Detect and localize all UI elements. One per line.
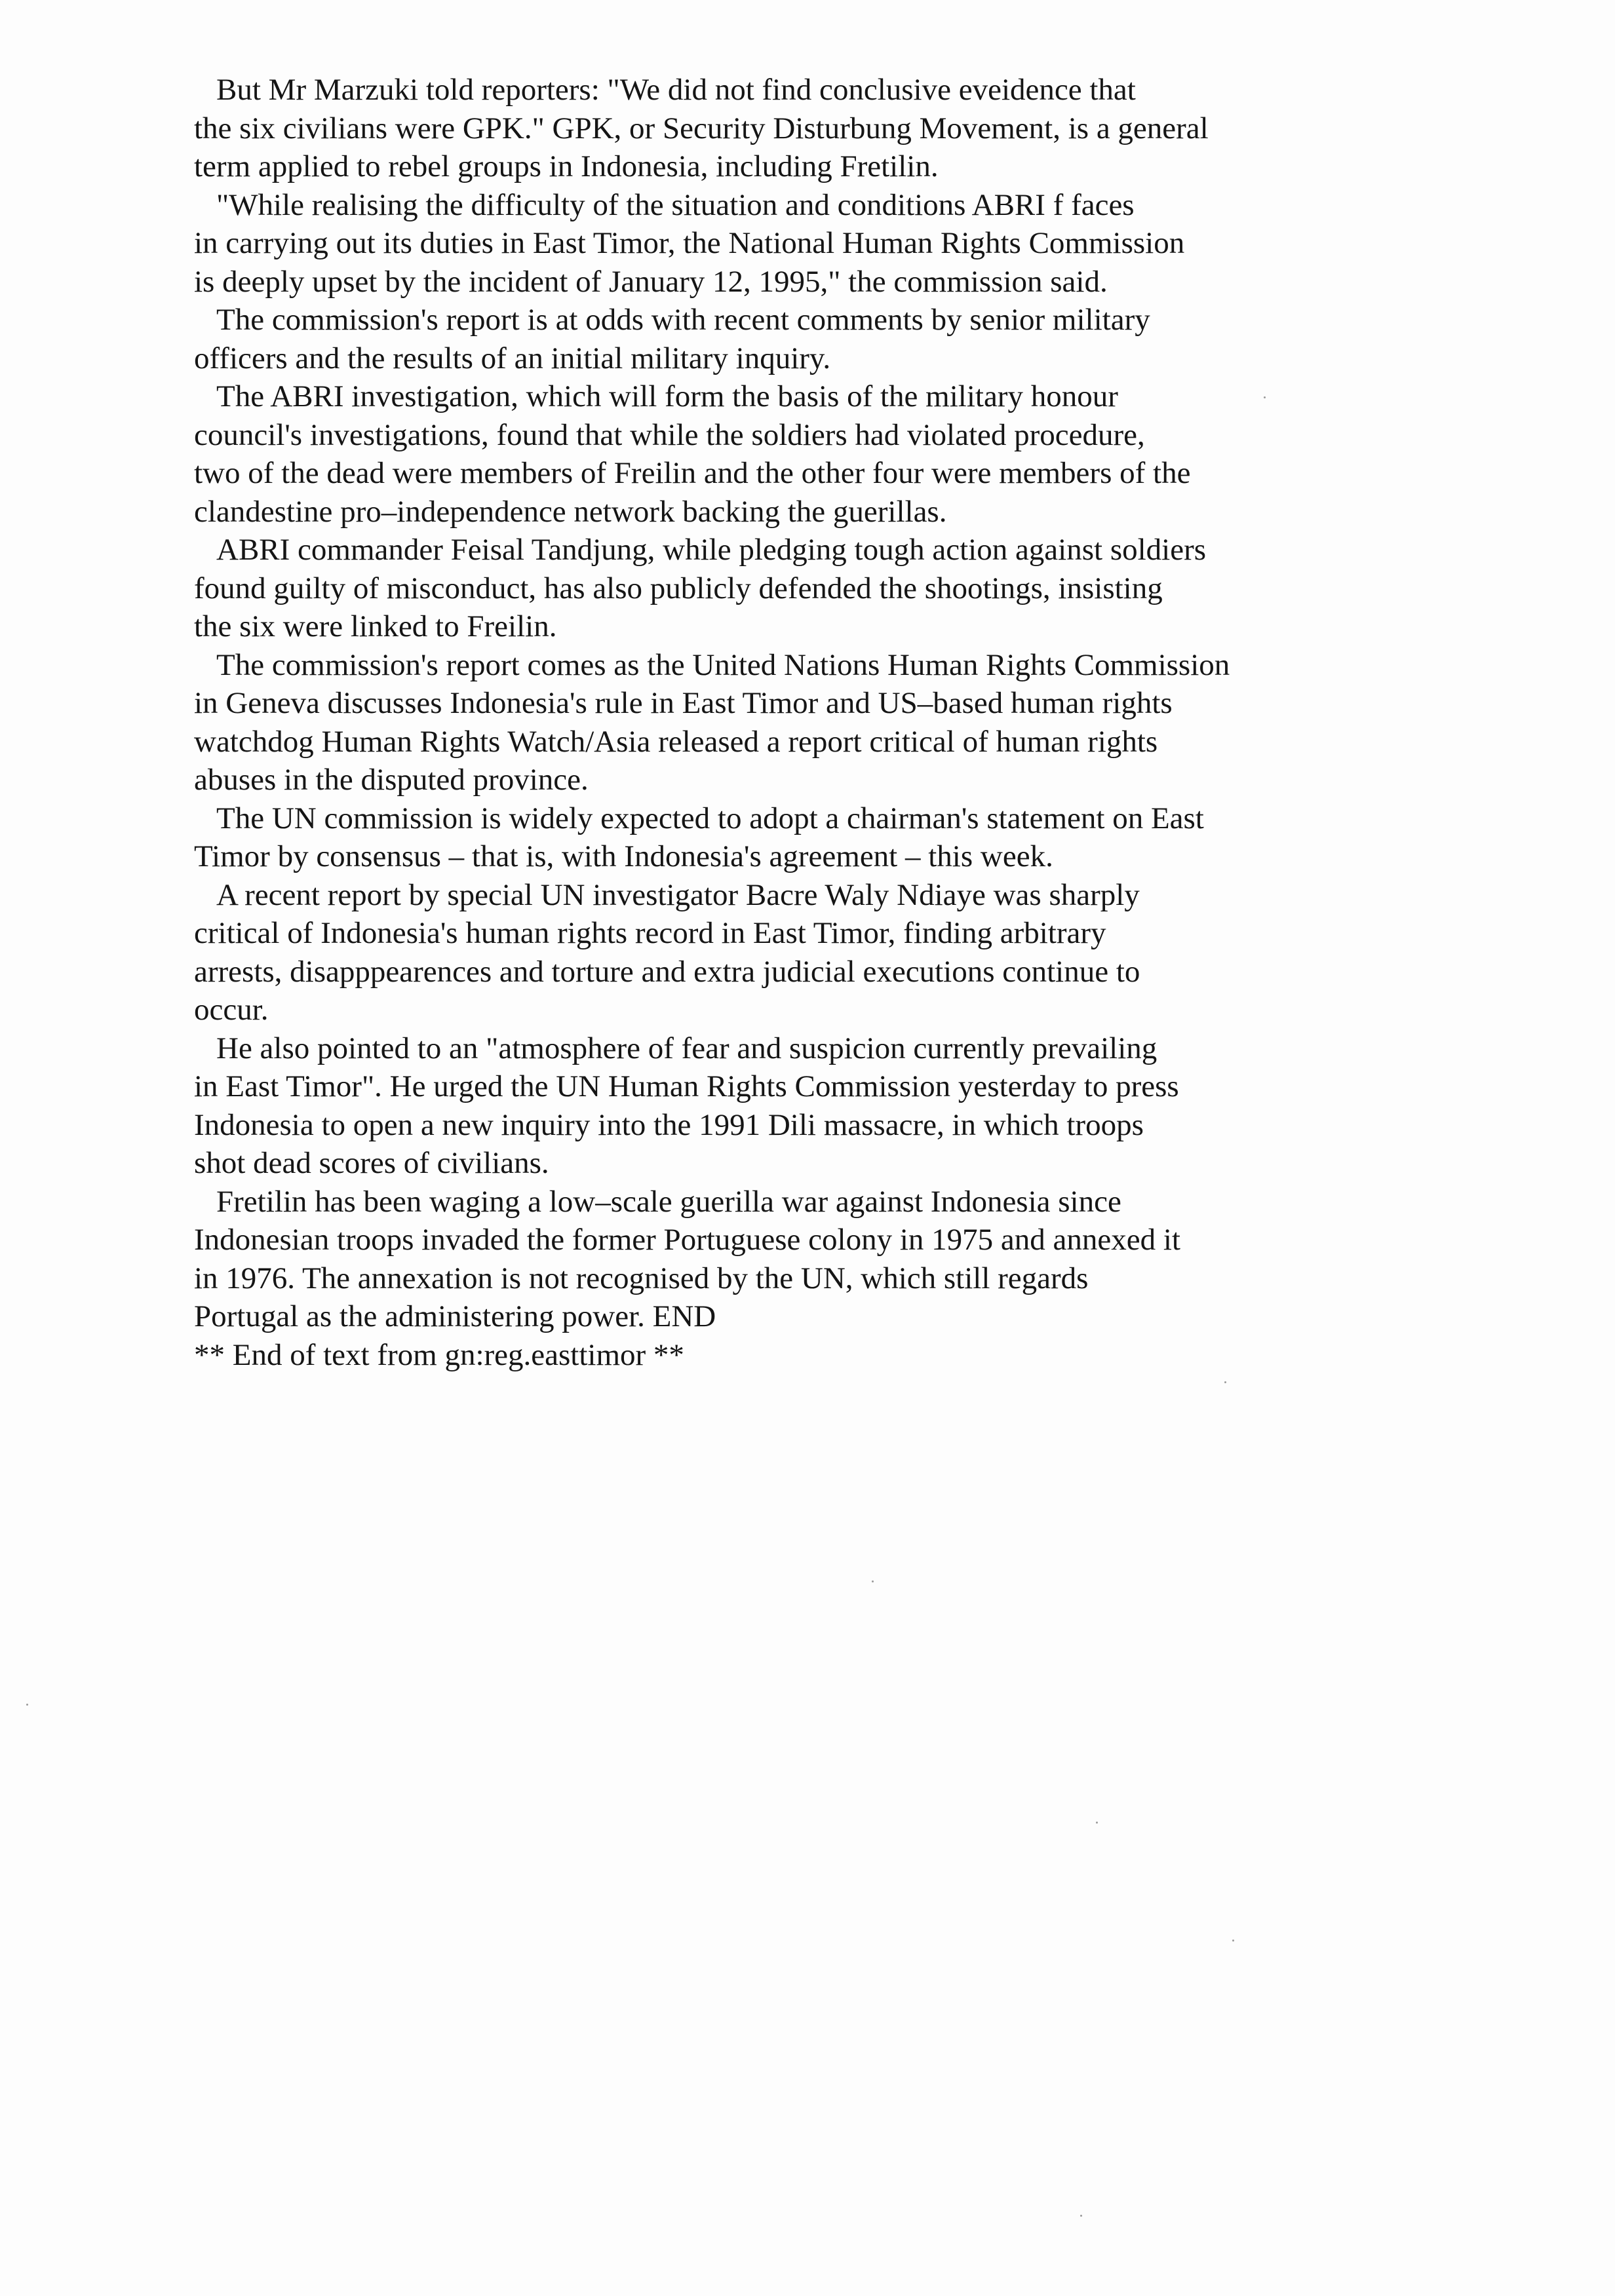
text-line: critical of Indonesia's human rights record in East Timor, finding arbitrary bbox=[194, 916, 1106, 950]
text-line: in Geneva discusses Indonesia's rule in East Timor and US–based human rights bbox=[194, 686, 1173, 720]
article-body bbox=[194, 71, 1374, 1374]
paragraph bbox=[194, 876, 1374, 1029]
text-line: The UN commission is widely expected to adopt a chairman's statement on East bbox=[216, 801, 1204, 835]
scan-speck bbox=[872, 1580, 874, 1582]
text-line: arrests, disapppearences and torture and extra judicial executions continue to bbox=[194, 954, 1140, 989]
text-line: The ABRI investigation, which will form the basis of the military honour bbox=[216, 379, 1118, 413]
text-line: term applied to rebel groups in Indonesia, including Fretilin. bbox=[194, 149, 939, 183]
paragraph bbox=[194, 301, 1374, 377]
text-line: is deeply upset by the incident of January 12, 1995," the commission said. bbox=[194, 264, 1108, 299]
text-line: abuses in the disputed province. bbox=[194, 763, 589, 797]
text-line: Timor by consensus – that is, with Indonesia's agreement – this week. bbox=[194, 839, 1053, 873]
text-line: in carrying out its duties in East Timor, the National Human Rights Commission bbox=[194, 226, 1185, 260]
text-line: Portugal as the administering power. END bbox=[194, 1299, 716, 1333]
text-line: "While realising the difficulty of the situation and conditions ABRI f faces bbox=[216, 187, 1135, 222]
text-line: the six civilians were GPK." GPK, or Security Disturbung Movement, is a general bbox=[194, 111, 1209, 145]
text-line: The commission's report comes as the United Nations Human Rights Commission bbox=[216, 647, 1230, 682]
text-line: Fretilin has been waging a low–scale guerilla war against Indonesia since bbox=[216, 1184, 1121, 1219]
text-line: occur. bbox=[194, 993, 269, 1027]
text-line: But Mr Marzuki told reporters: "We did not find conclusive eveidence that bbox=[216, 73, 1136, 107]
paragraph bbox=[194, 799, 1374, 876]
scan-speck bbox=[1232, 1940, 1234, 1942]
end-marker bbox=[194, 1336, 1374, 1375]
text-line: in East Timor". He urged the UN Human Rights Commission yesterday to press bbox=[194, 1069, 1179, 1103]
paragraph bbox=[194, 186, 1374, 301]
text-line: officers and the results of an initial military inquiry. bbox=[194, 341, 831, 375]
text-line: shot dead scores of civilians. bbox=[194, 1146, 549, 1180]
text-line: A recent report by special UN investigator Bacre Waly Ndiaye was sharply bbox=[216, 877, 1140, 912]
text-line: council's investigations, found that while the soldiers had violated procedure, bbox=[194, 417, 1145, 452]
scan-speck bbox=[1224, 1381, 1226, 1383]
text-line: clandestine pro–independence network backing the guerillas. bbox=[194, 494, 947, 529]
text-line: Indonesia to open a new inquiry into the 1991 Dili massacre, in which troops bbox=[194, 1107, 1144, 1142]
text-line: Indonesian troops invaded the former Portuguese colony in 1975 and annexed it bbox=[194, 1223, 1180, 1257]
end-marker-text: ** End of text from gn:reg.easttimor ** bbox=[194, 1337, 684, 1372]
scan-speck bbox=[1080, 2215, 1082, 2217]
text-line: two of the dead were members of Freilin and the other four were members of the bbox=[194, 456, 1191, 490]
scan-speck bbox=[1264, 396, 1266, 398]
paragraph bbox=[194, 646, 1374, 799]
text-line: watchdog Human Rights Watch/Asia released a report critical of human rights bbox=[194, 724, 1158, 759]
text-line: The commission's report is at odds with recent comments by senior military bbox=[216, 303, 1150, 337]
scan-speck bbox=[26, 1704, 28, 1706]
text-line: found guilty of misconduct, has also publicly defended the shootings, insisting bbox=[194, 571, 1163, 605]
scan-speck bbox=[1096, 1822, 1098, 1824]
text-line: ABRI commander Feisal Tandjung, while pledging tough action against soldiers bbox=[216, 533, 1207, 567]
paragraph bbox=[194, 71, 1374, 186]
text-line: He also pointed to an "atmosphere of fear and suspicion currently prevailing bbox=[216, 1031, 1158, 1065]
paragraph bbox=[194, 1183, 1374, 1336]
paragraph bbox=[194, 1029, 1374, 1183]
paragraph bbox=[194, 377, 1374, 531]
text-line: in 1976. The annexation is not recognised by the UN, which still regards bbox=[194, 1261, 1089, 1295]
paragraph bbox=[194, 531, 1374, 646]
text-line: the six were linked to Freilin. bbox=[194, 609, 557, 643]
